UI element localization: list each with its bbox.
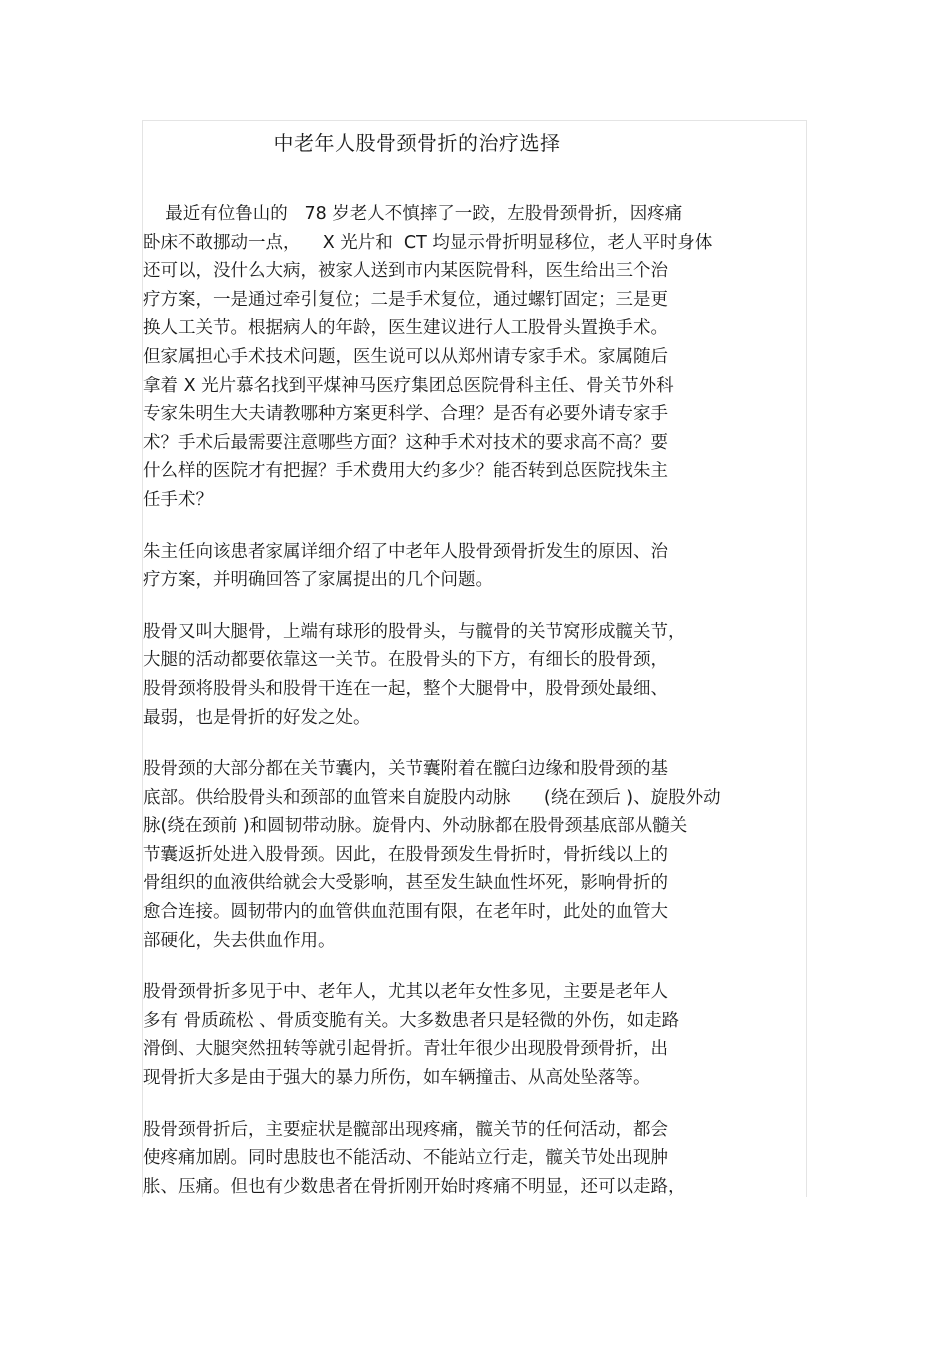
text-line: 使疼痛加剧。同时患肢也不能活动、不能站立行走，髋关节处出现肿 [143,1148,668,1169]
paragraph-director-reply [143,538,803,595]
text-line: 最弱，也是骨折的好发之处。 [143,707,371,728]
paragraph-symptoms [143,1116,803,1202]
text-line: 专家朱明生大夫请教哪种方案更科学、合理？是否有必要外请专家手 [143,404,668,425]
text-line: 愈合连接。圆韧带内的血管供血范围有限，在老年时，此处的血管大 [143,902,668,923]
paragraph-incidence [143,978,803,1092]
text-line: 大腿的活动都要依靠这一关节。在股骨头的下方，有细长的股骨颈， [143,650,668,671]
text-line: 胀、压痛。但也有少数患者在骨折刚开始时疼痛不明显，还可以走路， [143,1176,686,1197]
text-line: 但家属担心手术技术问题，医生说可以从郑州请专家手术。家属随后 [143,346,668,367]
text-line: 朱主任向该患者家属详细介绍了中老年人股骨颈骨折发生的原因、治 [143,541,668,562]
text-line: 股骨颈的大部分都在关节囊内，关节囊附着在髋臼边缘和股骨颈的基 [143,759,668,780]
paragraph-femur-anatomy [143,618,803,732]
document-body [143,200,803,1201]
text-line: 股骨又叫大腿骨，上端有球形的股骨头，与髋骨的关节窝形成髋关节， [143,621,686,642]
text-line: 拿着 X 光片慕名找到平煤神马医疗集团总医院骨科主任、骨关节外科 [143,375,674,396]
text-line: 卧床不敢挪动一点， X 光片和 CT 均显示骨折明显移位，老人平时身体 [143,232,713,253]
text-line: 节囊返折处进入股骨颈。因此，在股骨颈发生骨折时，骨折线以上的 [143,844,668,865]
text-line: 还可以，没什么大病，被家人送到市内某医院骨科，医生给出三个治 [143,261,668,282]
paragraph-blood-supply [143,755,803,955]
text-line: 部硬化，失去供血作用。 [143,930,336,951]
text-line: 骨组织的血液供给就会大受影响，甚至发生缺血性坏死，影响骨折的 [143,873,668,894]
text-line: 疗方案，一是通过牵引复位；二是手术复位，通过螺钉固定；三是更 [143,289,668,310]
text-line: 股骨颈将股骨头和股骨干连在一起，整个大腿骨中，股骨颈处最细、 [143,678,668,699]
text-line: 多有 骨质疏松 、骨质变脆有关。大多数患者只是轻微的外伤，如走路 [143,1010,680,1031]
text-line: 股骨颈骨折多见于中、老年人，尤其以老年女性多见，主要是老年人 [143,982,668,1003]
text-line: 疗方案，并明确回答了家属提出的几个问题。 [143,570,493,591]
text-line: 换人工关节。根据病人的年龄，医生建议进行人工股骨头置换手术。 [143,318,668,339]
text-line: 滑倒、大腿突然扭转等就引起骨折。青壮年很少出现股骨颈骨折，出 [143,1039,668,1060]
text-line: 任手术？ [143,489,213,510]
text-line: 脉(绕在颈前 )和圆韧带动脉。旋骨内、外动脉都在股骨颈基底部从髓关 [143,816,688,837]
paragraph-case-intro [143,200,803,515]
text-line: 术？手术后最需要注意哪些方面？这种手术对技术的要求高不高？要 [143,432,668,453]
text-line: 现骨折大多是由于强大的暴力所伤，如车辆撞击、从高处坠落等。 [143,1068,651,1089]
text-line: 最近有位鲁山的 78 岁老人不慎摔了一跤，左股骨颈骨折，因疼痛 [143,204,683,224]
text-line: 股骨颈骨折后，主要症状是髋部出现疼痛，髋关节的任何活动，都会 [143,1119,668,1140]
document-title: 中老年人股骨颈骨折的治疗选择 [273,131,561,155]
text-line: 底部。供给股骨头和颈部的血管来自旋股内动脉 (绕在颈后 )、旋股外动 [143,787,721,808]
text-line: 什么样的医院才有把握？手术费用大约多少？能否转到总医院找朱主 [143,461,668,482]
